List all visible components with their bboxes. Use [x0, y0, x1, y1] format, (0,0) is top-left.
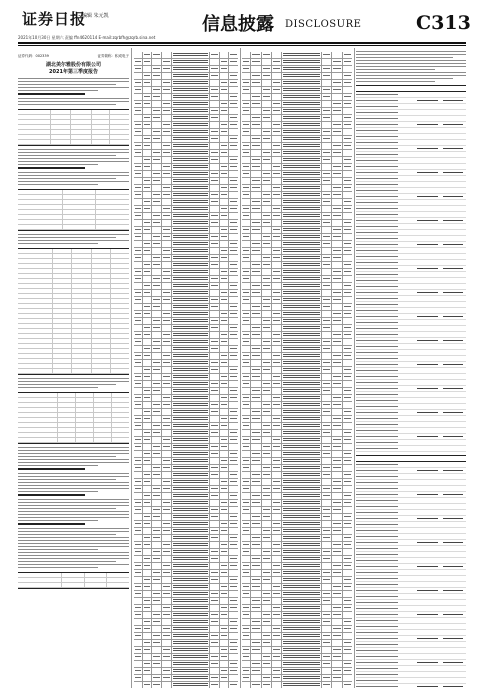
table-row — [134, 122, 238, 129]
table-row — [242, 451, 352, 458]
table-row — [134, 325, 238, 332]
header-rule — [18, 42, 466, 44]
table-row — [134, 185, 238, 192]
table-row — [134, 451, 238, 458]
table-row — [242, 346, 352, 353]
table-row — [134, 598, 238, 605]
table-row — [134, 521, 238, 528]
table-row — [242, 87, 352, 94]
table-row — [134, 493, 238, 500]
holdings-table — [134, 52, 238, 688]
edition-info: 编辑 朱元凯 — [82, 13, 109, 19]
table-row — [242, 374, 352, 381]
report-title: 2021年第三季度报告 — [49, 69, 98, 75]
column-securities-table-1 — [134, 48, 238, 688]
balance-sheet — [356, 85, 466, 452]
data-table — [18, 572, 129, 589]
table-row — [242, 479, 352, 486]
table-row — [242, 262, 352, 269]
table-row — [242, 115, 352, 122]
table-row — [242, 367, 352, 374]
table-row — [134, 647, 238, 654]
body-text-block — [18, 234, 129, 244]
table-row — [134, 101, 238, 108]
table-row — [134, 346, 238, 353]
table-row — [134, 528, 238, 535]
table-row — [134, 206, 238, 213]
table-row — [134, 514, 238, 521]
table-row — [356, 684, 466, 688]
table-row — [242, 486, 352, 493]
table-row — [242, 381, 352, 388]
table-row — [242, 640, 352, 647]
table-row — [242, 528, 352, 535]
table-row — [134, 192, 238, 199]
table-header — [356, 85, 466, 92]
table-row — [242, 360, 352, 367]
table-row — [242, 521, 352, 528]
table-row — [134, 584, 238, 591]
table-row — [134, 381, 238, 388]
table-row — [242, 269, 352, 276]
table-row — [242, 122, 352, 129]
table-row — [134, 605, 238, 612]
income-statement — [356, 455, 466, 688]
table-row — [134, 388, 238, 395]
table-row — [134, 213, 238, 220]
table-row — [242, 507, 352, 514]
table-row — [134, 339, 238, 346]
table-row — [134, 52, 238, 59]
table-row — [134, 423, 238, 430]
table-row — [134, 66, 238, 73]
data-table — [18, 109, 129, 146]
table-row — [242, 395, 352, 402]
company-name: 湖北美尔雅股份有限公司 — [45, 62, 101, 68]
table-row — [242, 591, 352, 598]
table-row — [134, 619, 238, 626]
table-row — [134, 542, 238, 549]
table-row — [134, 563, 238, 570]
table-row — [242, 59, 352, 66]
table-row — [242, 598, 352, 605]
table-row — [134, 199, 238, 206]
table-row — [242, 73, 352, 80]
table-row — [242, 605, 352, 612]
table-row — [242, 297, 352, 304]
table-row — [134, 262, 238, 269]
table-row — [242, 101, 352, 108]
table-row — [242, 129, 352, 136]
table-row — [134, 416, 238, 423]
table-row — [242, 675, 352, 682]
column-divider — [240, 48, 241, 688]
table-row — [242, 458, 352, 465]
table-row — [242, 493, 352, 500]
body-text-block — [18, 78, 129, 105]
table-row — [242, 633, 352, 640]
table-row — [134, 507, 238, 514]
body-text-block — [356, 51, 466, 82]
table-row — [134, 444, 238, 451]
table-row — [242, 108, 352, 115]
body-text-block — [18, 149, 129, 185]
table-row — [134, 311, 238, 318]
table-row — [242, 647, 352, 654]
column-securities-table-2 — [242, 48, 352, 688]
table-row — [242, 325, 352, 332]
table-row — [134, 248, 238, 255]
table-row — [242, 654, 352, 661]
table-row — [242, 227, 352, 234]
table-row — [134, 87, 238, 94]
table-row — [134, 269, 238, 276]
table-row — [242, 444, 352, 451]
table-row — [134, 276, 238, 283]
table-row — [134, 234, 238, 241]
table-row — [134, 108, 238, 115]
table-row — [242, 206, 352, 213]
table-row — [242, 178, 352, 185]
table-row — [134, 353, 238, 360]
table-row — [134, 360, 238, 367]
table-row — [242, 283, 352, 290]
table-row — [134, 472, 238, 479]
table-row — [134, 374, 238, 381]
table-row — [134, 73, 238, 80]
table-row — [242, 472, 352, 479]
table-row — [134, 115, 238, 122]
table-row — [242, 661, 352, 668]
column-left — [18, 48, 129, 688]
paper-logo: 证券日报 — [22, 10, 87, 28]
table-row — [242, 535, 352, 542]
table-row — [242, 52, 352, 59]
table-row — [134, 556, 238, 563]
table-row — [242, 220, 352, 227]
table-row — [134, 150, 238, 157]
table-row — [134, 479, 238, 486]
stock-short-name: 证券简称：积成电子 — [97, 54, 129, 58]
table-row — [134, 402, 238, 409]
data-table — [18, 189, 129, 231]
column-divider — [131, 48, 132, 688]
table-row — [134, 500, 238, 507]
table-row — [134, 591, 238, 598]
table-row — [134, 633, 238, 640]
table-row — [134, 332, 238, 339]
table-row — [242, 136, 352, 143]
table-row — [242, 185, 352, 192]
holdings-table — [242, 52, 352, 688]
table-row — [242, 248, 352, 255]
table-row — [134, 304, 238, 311]
column-divider — [354, 48, 355, 688]
table-row — [242, 143, 352, 150]
table-row — [242, 409, 352, 416]
table-row — [242, 402, 352, 409]
page-number: C313 — [416, 12, 471, 34]
table-row — [242, 514, 352, 521]
table-row — [242, 150, 352, 157]
table-row — [242, 304, 352, 311]
table-row — [242, 430, 352, 437]
table-row — [242, 416, 352, 423]
body-text-block — [18, 447, 129, 568]
table-row — [134, 682, 238, 688]
report-heading — [18, 54, 129, 75]
table-row — [242, 339, 352, 346]
table-row — [242, 290, 352, 297]
table-row — [134, 626, 238, 633]
table-row — [242, 682, 352, 688]
table-row — [242, 542, 352, 549]
table-row — [134, 59, 238, 66]
table-row — [242, 556, 352, 563]
table-row — [242, 157, 352, 164]
table-row — [242, 570, 352, 577]
table-row — [134, 164, 238, 171]
table-row — [242, 199, 352, 206]
table-row — [134, 612, 238, 619]
table-row — [134, 157, 238, 164]
table-row — [134, 570, 238, 577]
table-row — [134, 80, 238, 87]
table-row — [242, 234, 352, 241]
table-row — [242, 241, 352, 248]
table-row — [134, 318, 238, 325]
table-row — [242, 171, 352, 178]
table-row — [242, 577, 352, 584]
table-row — [242, 563, 352, 570]
table-row — [134, 129, 238, 136]
table-row — [134, 654, 238, 661]
table-row — [134, 409, 238, 416]
table-row — [134, 577, 238, 584]
table-row — [242, 66, 352, 73]
table-row — [134, 395, 238, 402]
table-row — [242, 213, 352, 220]
table-row — [134, 367, 238, 374]
table-row — [242, 318, 352, 325]
table-row — [242, 332, 352, 339]
table-row — [242, 94, 352, 101]
header-rule-thin — [18, 45, 466, 46]
table-row — [134, 241, 238, 248]
table-row — [134, 640, 238, 647]
table-row — [242, 353, 352, 360]
table-header — [356, 455, 466, 462]
table-row — [134, 143, 238, 150]
table-row — [134, 94, 238, 101]
table-row — [242, 388, 352, 395]
table-row — [134, 668, 238, 675]
table-row — [242, 276, 352, 283]
table-row — [134, 283, 238, 290]
table-row — [134, 661, 238, 668]
table-row — [242, 668, 352, 675]
table-row — [134, 178, 238, 185]
table-row — [134, 549, 238, 556]
table-row — [242, 255, 352, 262]
section-title: 信息披露 — [202, 14, 274, 35]
table-row — [134, 458, 238, 465]
table-row — [242, 437, 352, 444]
table-row — [134, 171, 238, 178]
body-text-block — [18, 378, 129, 388]
stock-code: 证券代码：002339 — [18, 54, 49, 58]
masthead — [0, 0, 484, 44]
data-table — [18, 392, 129, 444]
table-row — [134, 465, 238, 472]
table-row — [134, 675, 238, 682]
table-row — [134, 297, 238, 304]
table-row — [134, 535, 238, 542]
table-row — [134, 430, 238, 437]
table-row — [242, 164, 352, 171]
table-row — [242, 311, 352, 318]
table-row — [242, 80, 352, 87]
table-row — [134, 290, 238, 297]
table-row — [242, 192, 352, 199]
table-row — [242, 465, 352, 472]
table-row — [242, 626, 352, 633]
table-row — [134, 486, 238, 493]
column-financial-statements — [356, 48, 466, 688]
date-line: 2021年10月30日 星期六 责编 ffn4620114 E-mail:zqrbfh@zqrb.sina.net — [18, 35, 156, 40]
table-row — [356, 446, 466, 452]
table-row — [134, 437, 238, 444]
table-row — [242, 612, 352, 619]
table-row — [134, 255, 238, 262]
table-row — [242, 584, 352, 591]
shareholder-table — [18, 248, 129, 375]
table-row — [242, 500, 352, 507]
table-row — [134, 136, 238, 143]
table-row — [134, 220, 238, 227]
table-row — [242, 549, 352, 556]
table-row — [242, 423, 352, 430]
section-title-en: DISCLOSURE — [285, 19, 362, 30]
table-row — [134, 227, 238, 234]
table-row — [242, 619, 352, 626]
